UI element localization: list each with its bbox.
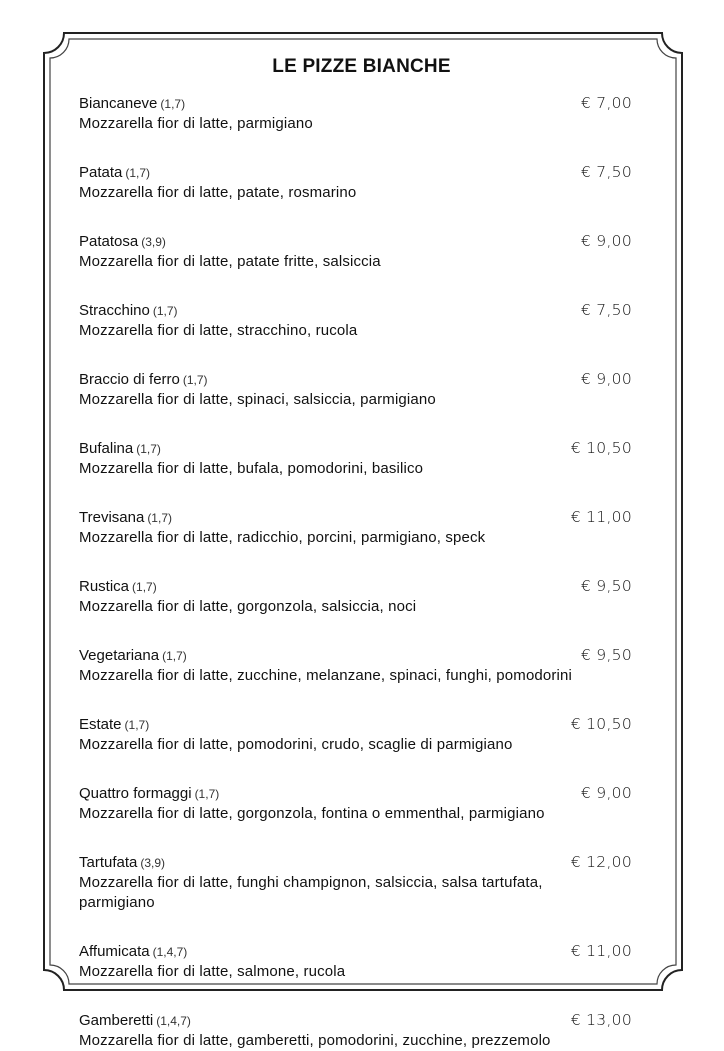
item-allergens: (1,7) bbox=[182, 373, 208, 387]
item-allergens: (1,7) bbox=[132, 580, 157, 594]
item-name: Rustica bbox=[79, 578, 130, 595]
menu-item bbox=[79, 437, 632, 498]
item-price: € 10,50 bbox=[570, 439, 632, 457]
section-title: LE PIZZE BIANCHE bbox=[272, 56, 451, 77]
item-allergens: (1,4,7) bbox=[156, 1014, 191, 1028]
item-description: Mozzarella fior di latte, gorgonzola, fontina o emmenthal, parmigiano bbox=[79, 805, 545, 822]
item-description: Mozzarella fior di latte, patate, rosmarino bbox=[79, 184, 357, 201]
item-price: € 11,00 bbox=[570, 942, 632, 960]
menu-item bbox=[79, 851, 632, 932]
menu-item bbox=[79, 368, 632, 429]
item-price: € 12,00 bbox=[570, 853, 632, 871]
item-description: Mozzarella fior di latte, radicchio, porcini, parmigiano, speck bbox=[79, 529, 486, 546]
item-allergens: (3,9) bbox=[141, 235, 166, 249]
menu-item bbox=[79, 506, 632, 567]
item-price: € 9,00 bbox=[580, 784, 632, 802]
item-allergens: (1,7) bbox=[136, 442, 161, 456]
menu-item bbox=[79, 1009, 632, 1051]
menu-item-list bbox=[79, 92, 632, 1051]
item-allergens: (3,9) bbox=[140, 856, 166, 870]
item-description: Mozzarella fior di latte, spinaci, salsiccia, parmigiano bbox=[79, 391, 436, 408]
item-description: Mozzarella fior di latte, funghi champignon, salsiccia, salsa tartufata, bbox=[79, 874, 543, 891]
item-name: Biancaneve bbox=[79, 95, 158, 112]
item-allergens: (1,7) bbox=[152, 304, 178, 318]
item-allergens: (1,7) bbox=[162, 649, 187, 663]
menu-item bbox=[79, 940, 632, 1001]
item-description: Mozzarella fior di latte, patate fritte, salsiccia bbox=[79, 253, 381, 270]
item-name: Tartufata bbox=[79, 854, 138, 871]
item-description: Mozzarella fior di latte, stracchino, rucola bbox=[79, 322, 358, 339]
item-allergens: (1,7) bbox=[125, 166, 151, 180]
item-allergens: (1,7) bbox=[124, 718, 150, 732]
item-name: Patata bbox=[79, 164, 123, 181]
menu-page bbox=[79, 52, 632, 1051]
menu-item bbox=[79, 299, 632, 360]
item-allergens: (1,7) bbox=[160, 97, 186, 111]
item-name: Bufalina bbox=[79, 440, 134, 457]
item-name: Vegetariana bbox=[79, 647, 160, 664]
item-price: € 7,50 bbox=[580, 163, 632, 181]
item-allergens: (1,4,7) bbox=[152, 945, 188, 959]
menu-item bbox=[79, 230, 632, 291]
item-price: € 13,00 bbox=[570, 1011, 632, 1029]
menu-item bbox=[79, 575, 632, 636]
item-price: € 7,00 bbox=[580, 94, 632, 112]
item-description: Mozzarella fior di latte, gorgonzola, salsiccia, noci bbox=[79, 598, 417, 615]
item-allergens: (1,7) bbox=[147, 511, 172, 525]
item-name: Braccio di ferro bbox=[79, 371, 180, 388]
item-allergens: (1,7) bbox=[194, 787, 220, 801]
item-price: € 9,50 bbox=[580, 646, 632, 664]
item-description: Mozzarella fior di latte, salmone, rucola bbox=[79, 963, 346, 980]
item-name: Gamberetti bbox=[79, 1012, 154, 1029]
menu-item bbox=[79, 782, 632, 843]
item-price: € 11,00 bbox=[570, 508, 632, 526]
item-name: Quattro formaggi bbox=[79, 785, 192, 802]
item-name: Trevisana bbox=[79, 509, 145, 526]
item-description: Mozzarella fior di latte, bufala, pomodorini, basilico bbox=[79, 460, 424, 477]
item-name: Estate bbox=[79, 716, 122, 733]
item-description: Mozzarella fior di latte, gamberetti, pomodorini, zucchine, prezzemolo bbox=[79, 1032, 551, 1049]
item-description: Mozzarella fior di latte, zucchine, melanzane, spinaci, funghi, pomodorini bbox=[79, 667, 573, 684]
menu-item bbox=[79, 713, 632, 774]
item-description: Mozzarella fior di latte, pomodorini, crudo, scaglie di parmigiano bbox=[79, 736, 513, 753]
menu-item bbox=[79, 92, 632, 153]
item-name: Stracchino bbox=[79, 302, 150, 319]
item-price: € 9,50 bbox=[580, 577, 632, 595]
menu-item bbox=[79, 644, 632, 705]
item-price: € 9,00 bbox=[580, 370, 632, 388]
item-description: Mozzarella fior di latte, parmigiano bbox=[79, 115, 313, 132]
item-price: € 7,50 bbox=[580, 301, 632, 319]
item-description-continued: parmigiano bbox=[79, 894, 155, 911]
item-price: € 9,00 bbox=[580, 232, 632, 250]
menu-item bbox=[79, 161, 632, 222]
item-name: Patatosa bbox=[79, 233, 139, 250]
item-price: € 10,50 bbox=[570, 715, 632, 733]
item-name: Affumicata bbox=[79, 943, 150, 960]
